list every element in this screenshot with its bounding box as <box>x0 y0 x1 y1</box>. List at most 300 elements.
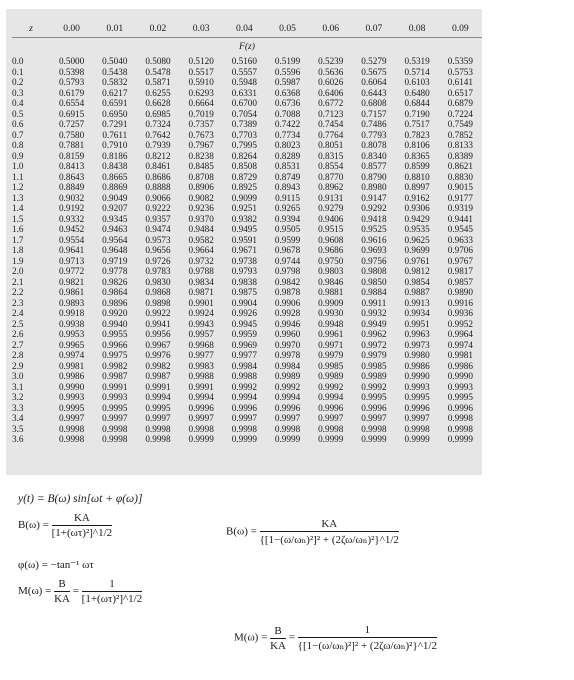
probability-cell: 0.8413 <box>58 161 85 171</box>
column-header: 0.04 <box>223 21 266 38</box>
probability-cell: 0.8749 <box>274 171 301 182</box>
table-row <box>12 245 482 256</box>
probability-cell: 0.9986 <box>404 360 430 371</box>
probability-cell: 0.9916 <box>447 297 473 308</box>
probability-cell: 0.9993 <box>102 392 128 402</box>
probability-cell: 0.5000 <box>58 56 85 66</box>
probability-cell: 0.9265 <box>274 203 301 213</box>
probability-cell: 0.9726 <box>145 255 171 266</box>
probability-cell: 0.8186 <box>102 150 128 161</box>
probability-cell: 0.9898 <box>145 297 171 308</box>
probability-cell: 0.7881 <box>58 140 85 150</box>
probability-cell: 0.9974 <box>58 350 85 360</box>
table-row <box>12 256 482 267</box>
probability-cell: 0.9986 <box>58 371 85 381</box>
probability-cell: 0.8051 <box>318 140 344 150</box>
probability-cell: 0.9983 <box>188 360 214 371</box>
probability-cell: 0.9993 <box>404 381 430 392</box>
probability-cell: 0.9999 <box>231 434 257 444</box>
probability-cell: 0.9382 <box>231 213 257 224</box>
probability-cell: 0.9968 <box>188 339 214 350</box>
probability-cell: 0.9974 <box>447 339 473 350</box>
probability-cell: 0.9920 <box>102 308 128 318</box>
probability-cell: 0.6293 <box>188 87 214 98</box>
z-value-cell: 2.3 <box>12 297 24 308</box>
probability-cell: 0.9535 <box>404 224 430 234</box>
formula-magnitude-second-order-num-2: 1 <box>298 624 437 638</box>
probability-cell: 0.9934 <box>404 308 430 318</box>
probability-cell: 0.9984 <box>274 360 301 371</box>
z-value-cell: 0.1 <box>12 66 24 77</box>
z-value-cell: 3.6 <box>12 434 24 444</box>
probability-cell: 0.9978 <box>274 350 301 360</box>
probability-cell: 0.6064 <box>361 77 387 87</box>
probability-cell: 0.9115 <box>275 192 300 203</box>
probability-cell: 0.9357 <box>145 213 171 224</box>
table-row <box>12 424 482 435</box>
probability-cell: 0.8554 <box>318 161 344 171</box>
probability-cell: 0.9591 <box>231 234 257 245</box>
probability-cell: 0.9992 <box>231 381 257 392</box>
probability-cell: 0.7486 <box>361 119 387 129</box>
probability-cell: 0.9515 <box>318 224 344 234</box>
probability-cell: 0.9192 <box>58 203 85 213</box>
probability-cell: 0.9987 <box>102 371 128 381</box>
probability-cell: 0.9918 <box>58 308 85 318</box>
probability-cell: 0.9893 <box>58 297 85 308</box>
probability-cell: 0.9999 <box>188 434 214 444</box>
table-row <box>12 151 482 162</box>
probability-cell: 0.9996 <box>231 402 257 413</box>
probability-cell: 0.9066 <box>145 192 171 203</box>
normal-distribution-table <box>12 21 482 447</box>
probability-cell: 0.9582 <box>188 234 214 245</box>
probability-cell: 0.9995 <box>145 402 171 413</box>
probability-cell: 0.6217 <box>102 87 128 98</box>
probability-cell: 0.6406 <box>318 87 344 98</box>
probability-cell: 0.9997 <box>404 413 430 423</box>
probability-cell: 0.9671 <box>231 245 257 255</box>
probability-cell: 0.8810 <box>404 171 430 182</box>
probability-cell: 0.5438 <box>102 66 128 77</box>
probability-cell: 0.9998 <box>404 423 430 434</box>
fz-label: F(z) <box>239 40 255 52</box>
probability-cell: 0.9994 <box>274 392 301 402</box>
probability-cell: 0.9991 <box>145 381 171 392</box>
table-row <box>12 277 482 288</box>
probability-cell: 0.8708 <box>188 171 214 182</box>
probability-cell: 0.5987 <box>274 77 301 87</box>
z-value-cell: 0.9 <box>12 150 24 161</box>
probability-cell: 0.9699 <box>404 245 430 255</box>
probability-cell: 0.5040 <box>102 56 128 66</box>
z-column-header: z <box>12 21 50 38</box>
probability-cell: 0.6950 <box>102 108 128 119</box>
probability-cell: 0.9993 <box>58 392 85 402</box>
probability-cell: 0.9306 <box>404 203 430 213</box>
formula-amplitude-first-order-den: [1+(ωτ)²]^1/2 <box>51 527 113 539</box>
probability-cell: 0.5793 <box>58 77 85 87</box>
probability-cell: 0.9345 <box>102 213 128 224</box>
probability-cell: 0.9564 <box>102 234 128 245</box>
probability-cell: 0.9960 <box>274 329 301 339</box>
probability-cell: 0.9207 <box>102 203 128 213</box>
formula-magnitude-first-order-num-2: 1 <box>82 578 143 592</box>
formula-response <box>18 493 142 505</box>
probability-cell: 0.5910 <box>188 77 214 87</box>
probability-cell: 0.9998 <box>274 423 301 434</box>
probability-cell: 0.9292 <box>361 203 387 213</box>
table-row <box>12 350 482 361</box>
probability-cell: 0.9981 <box>58 360 85 371</box>
z-value-cell: 2.7 <box>12 339 24 350</box>
probability-cell: 0.9924 <box>188 308 214 318</box>
probability-cell: 0.9838 <box>231 276 257 287</box>
formula-magnitude-second-order: M(ω) = $\frac{B}{KA}$ = $\frac{1}{\text{\{[1−(ω/ωₙ)²]² + (2ζω/ωₙ)²\}\textasciicircum{}1/2}}$ <box>234 624 437 652</box>
probability-cell: 0.9719 <box>102 255 128 266</box>
column-header: 0.09 <box>439 21 482 38</box>
probability-cell: 0.9890 <box>447 287 473 297</box>
probability-cell: 0.9966 <box>102 339 128 350</box>
probability-cell: 0.9991 <box>102 381 128 392</box>
z-value-cell: 2.5 <box>12 318 24 329</box>
formula-amplitude-second-order-den: {[1−(ω/ωₙ)²]² + (2ζω/ωₙ)²}^1/2 <box>259 534 399 546</box>
probability-cell: 0.7257 <box>58 119 85 129</box>
probability-cell: 0.5948 <box>231 77 257 87</box>
probability-cell: 0.9887 <box>404 287 430 297</box>
probability-cell: 0.8665 <box>102 171 128 182</box>
formula-magnitude-second-order-num-1: B <box>270 625 286 639</box>
probability-cell: 0.9995 <box>361 392 387 402</box>
z-value-cell: 0.3 <box>12 87 24 98</box>
probability-cell: 0.6331 <box>231 87 257 98</box>
probability-cell: 0.9099 <box>231 192 257 203</box>
probability-cell: 0.8438 <box>102 161 128 171</box>
z-value-cell: 2.4 <box>12 308 24 318</box>
z-value-cell: 1.2 <box>12 182 24 192</box>
z-value-cell: 2.9 <box>12 360 24 371</box>
probability-cell: 0.9868 <box>145 287 171 297</box>
probability-cell: 0.9973 <box>404 339 430 350</box>
probability-cell: 0.9406 <box>318 213 344 224</box>
table-row <box>12 109 482 120</box>
probability-cell: 0.8980 <box>361 182 387 192</box>
z-value-cell: 1.5 <box>12 213 24 224</box>
probability-cell: 0.5398 <box>58 66 85 77</box>
probability-cell: 0.9713 <box>58 255 85 266</box>
probability-cell: 0.9370 <box>188 213 214 224</box>
probability-cell: 0.8106 <box>404 140 430 150</box>
probability-cell: 0.8340 <box>361 150 387 161</box>
probability-cell: 0.6591 <box>102 98 128 108</box>
probability-cell: 0.9999 <box>447 434 473 444</box>
z-value-cell: 3.5 <box>12 423 24 434</box>
probability-cell: 0.9995 <box>447 392 473 402</box>
probability-cell: 0.6628 <box>145 98 171 108</box>
probability-cell: 0.9332 <box>58 213 85 224</box>
probability-cell: 0.9996 <box>361 402 387 413</box>
probability-cell: 0.9545 <box>447 224 473 234</box>
probability-cell: 0.9962 <box>361 329 387 339</box>
fz-label-row <box>12 38 482 57</box>
table-row <box>12 319 482 330</box>
formula-magnitude-second-order-fraction-2 <box>298 624 437 652</box>
probability-cell: 0.9633 <box>447 234 473 245</box>
probability-cell: 0.9993 <box>447 381 473 392</box>
probability-cell: 0.7549 <box>447 119 473 129</box>
probability-cell: 0.9998 <box>58 434 85 444</box>
probability-cell: 0.8315 <box>318 150 344 161</box>
table-row <box>12 98 482 109</box>
probability-cell: 0.9772 <box>58 266 85 276</box>
probability-cell: 0.9941 <box>145 318 171 329</box>
probability-cell: 0.9994 <box>231 392 257 402</box>
formula-phase-first-order-text: φ(ω) = −tan⁻¹ ωτ <box>18 559 94 571</box>
probability-cell: 0.9817 <box>447 266 473 276</box>
probability-cell: 0.8159 <box>58 150 85 161</box>
probability-cell: 0.8023 <box>274 140 301 150</box>
probability-cell: 0.9995 <box>58 402 85 413</box>
probability-cell: 0.9989 <box>318 371 344 381</box>
z-value-cell: 3.3 <box>12 402 24 413</box>
probability-cell: 0.9938 <box>58 318 85 329</box>
formula-magnitude-first-order-num-1: B <box>54 578 70 592</box>
z-value-cell: 1.9 <box>12 255 24 266</box>
formula-amplitude-first-order <box>18 512 112 539</box>
column-header: 0.03 <box>180 21 223 38</box>
probability-cell: 0.9998 <box>231 423 257 434</box>
probability-cell: 0.9936 <box>447 308 473 318</box>
probability-cell: 0.6985 <box>145 108 171 119</box>
z-value-cell: 3.1 <box>12 381 24 392</box>
probability-cell: 0.8943 <box>274 182 301 192</box>
z-value-cell: 1.1 <box>12 171 24 182</box>
probability-cell: 0.7517 <box>404 119 430 129</box>
probability-cell: 0.9988 <box>231 371 257 381</box>
column-header: 0.02 <box>136 21 179 38</box>
probability-cell: 0.9998 <box>188 423 214 434</box>
probability-cell: 0.5714 <box>404 66 430 77</box>
probability-cell: 0.8599 <box>404 161 430 171</box>
z-value-cell: 0.5 <box>12 108 24 119</box>
probability-cell: 0.6026 <box>318 77 344 87</box>
z-value-cell: 0.2 <box>12 77 24 87</box>
table-row <box>12 361 482 372</box>
probability-cell: 0.9977 <box>231 350 257 360</box>
probability-cell: 0.5319 <box>404 56 430 66</box>
probability-cell: 0.7673 <box>188 129 214 140</box>
probability-cell: 0.9982 <box>145 360 171 371</box>
probability-cell: 0.9952 <box>447 318 473 329</box>
probability-cell: 0.9846 <box>318 276 344 287</box>
table-row <box>12 214 482 225</box>
probability-cell: 0.9979 <box>318 350 344 360</box>
probability-cell: 0.9922 <box>145 308 171 318</box>
table-row <box>12 119 482 130</box>
formula-magnitude-second-order-den-2: {[1−(ω/ωₙ)²]² + (2ζω/ωₙ)²}^1/2 <box>297 640 437 652</box>
probability-cell: 0.9706 <box>447 245 473 255</box>
probability-cell: 0.5832 <box>102 77 128 87</box>
probability-cell: 0.9981 <box>447 350 473 360</box>
probability-cell: 0.9999 <box>404 434 430 444</box>
z-value-cell: 2.8 <box>12 350 24 360</box>
probability-cell: 0.9987 <box>145 371 171 381</box>
probability-cell: 0.9767 <box>447 255 473 266</box>
probability-cell: 0.8830 <box>447 171 473 182</box>
probability-cell: 0.9429 <box>404 213 430 224</box>
probability-cell: 0.9997 <box>58 413 85 423</box>
column-header: 0.05 <box>266 21 309 38</box>
probability-cell: 0.9279 <box>318 203 344 213</box>
probability-cell: 0.9861 <box>58 287 85 297</box>
table-row <box>12 392 482 403</box>
table-row <box>12 434 482 447</box>
formula-amplitude-second-order-num: KA <box>260 518 399 532</box>
probability-cell: 0.9972 <box>361 339 387 350</box>
probability-cell: 0.9854 <box>404 276 430 287</box>
probability-cell: 0.9554 <box>58 234 85 245</box>
probability-cell: 0.9750 <box>318 255 344 266</box>
probability-cell: 0.9945 <box>231 318 257 329</box>
probability-cell: 0.8790 <box>361 171 387 182</box>
probability-cell: 0.6736 <box>274 98 301 108</box>
probability-cell: 0.6844 <box>404 98 430 108</box>
probability-cell: 0.9999 <box>318 434 344 444</box>
probability-cell: 0.9984 <box>231 360 257 371</box>
probability-cell: 0.7088 <box>274 108 301 119</box>
probability-cell: 0.8389 <box>447 150 473 161</box>
formula-magnitude-first-order-den-2: [1+(ωτ)²]^1/2 <box>81 593 143 605</box>
probability-cell: 0.9732 <box>188 255 214 266</box>
probability-cell: 0.9999 <box>361 434 387 444</box>
probability-cell: 0.8997 <box>404 182 430 192</box>
probability-cell: 0.9793 <box>231 266 257 276</box>
probability-cell: 0.5517 <box>188 66 214 77</box>
probability-cell: 0.9996 <box>404 402 430 413</box>
formula-phase-first-order <box>18 558 94 571</box>
table-row <box>12 130 482 141</box>
probability-cell: 0.9967 <box>145 339 171 350</box>
probability-cell: 0.9990 <box>404 371 430 381</box>
z-value-cell: 2.1 <box>12 276 24 287</box>
table-header-row <box>12 21 482 38</box>
probability-cell: 0.8577 <box>361 161 387 171</box>
probability-cell: 0.9965 <box>58 339 85 350</box>
probability-cell: 0.9994 <box>318 392 344 402</box>
probability-cell: 0.9997 <box>102 413 128 423</box>
probability-cell: 0.8925 <box>231 182 257 192</box>
table-row <box>12 161 482 172</box>
probability-cell: 0.9803 <box>318 266 344 276</box>
probability-cell: 0.8888 <box>145 182 171 192</box>
probability-cell: 0.9959 <box>231 329 257 339</box>
probability-cell: 0.9996 <box>274 402 301 413</box>
probability-cell: 0.6255 <box>145 87 171 98</box>
probability-cell: 0.9998 <box>145 434 171 444</box>
probability-cell: 0.8365 <box>404 150 430 161</box>
probability-cell: 0.9964 <box>447 329 473 339</box>
probability-cell: 0.7422 <box>274 119 301 129</box>
z-value-cell: 2.0 <box>12 266 24 276</box>
probability-cell: 0.9998 <box>145 423 171 434</box>
z-value-cell: 1.6 <box>12 224 24 234</box>
table-row <box>12 329 482 340</box>
table-row <box>12 308 482 319</box>
probability-cell: 0.9821 <box>58 276 85 287</box>
table-row <box>12 88 482 99</box>
probability-cell: 0.9989 <box>274 371 301 381</box>
probability-cell: 0.6103 <box>404 77 430 87</box>
probability-cell: 0.8849 <box>58 182 85 192</box>
z-value-cell: 1.0 <box>12 161 24 171</box>
formula-magnitude-first-order-den-1: KA <box>54 593 70 605</box>
probability-cell: 0.9991 <box>188 381 214 392</box>
probability-cell: 0.9236 <box>188 203 214 213</box>
formula-amplitude-second-order-fraction <box>260 518 399 546</box>
probability-cell: 0.9222 <box>145 203 171 213</box>
probability-cell: 0.9928 <box>274 308 301 318</box>
probability-cell: 0.6879 <box>447 98 473 108</box>
probability-cell: 0.9971 <box>318 339 344 350</box>
probability-cell: 0.7054 <box>231 108 257 119</box>
table-row <box>12 287 482 298</box>
z-value-cell: 2.2 <box>12 287 24 297</box>
probability-cell: 0.6772 <box>318 98 344 108</box>
probability-cell: 0.8869 <box>102 182 128 192</box>
probability-cell: 0.6808 <box>361 98 387 108</box>
table-row <box>12 67 482 78</box>
probability-cell: 0.5199 <box>274 56 301 66</box>
probability-cell: 0.9909 <box>318 297 344 308</box>
probability-cell: 0.8238 <box>188 150 214 161</box>
probability-cell: 0.9864 <box>102 287 128 297</box>
probability-cell: 0.8212 <box>145 150 171 161</box>
probability-cell: 0.9875 <box>231 287 257 297</box>
z-value-cell: 2.6 <box>12 329 24 339</box>
probability-cell: 0.9878 <box>274 287 301 297</box>
table-row <box>12 56 482 67</box>
probability-cell: 0.7324 <box>145 119 171 129</box>
table-row <box>12 77 482 88</box>
probability-cell: 0.9783 <box>145 266 171 276</box>
probability-cell: 0.9474 <box>145 224 171 234</box>
probability-cell: 0.5753 <box>447 66 473 77</box>
probability-cell: 0.9641 <box>58 245 85 255</box>
column-header: 0.08 <box>396 21 439 38</box>
probability-cell: 0.9992 <box>274 381 301 392</box>
probability-cell: 0.9904 <box>231 297 257 308</box>
probability-cell: 0.9998 <box>447 423 473 434</box>
probability-cell: 0.9913 <box>404 297 430 308</box>
probability-cell: 0.9932 <box>361 308 387 318</box>
z-value-cell: 1.8 <box>12 245 24 255</box>
table-row <box>12 140 482 151</box>
probability-cell: 0.6700 <box>231 98 257 108</box>
formula-magnitude-first-order-lhs: M(ω) = <box>18 585 52 598</box>
probability-cell: 0.9599 <box>274 234 301 245</box>
probability-cell: 0.9319 <box>447 203 473 213</box>
probability-cell: 0.9930 <box>318 308 344 318</box>
probability-cell: 0.9452 <box>58 224 85 234</box>
probability-cell: 0.9049 <box>102 192 128 203</box>
probability-cell: 0.8485 <box>188 161 214 171</box>
z-value-cell: 0.0 <box>12 56 24 66</box>
probability-cell: 0.5557 <box>231 66 257 77</box>
probability-cell: 0.9744 <box>274 255 301 266</box>
probability-cell: 0.9979 <box>361 350 387 360</box>
table-row <box>12 193 482 204</box>
probability-cell: 0.9985 <box>318 360 344 371</box>
